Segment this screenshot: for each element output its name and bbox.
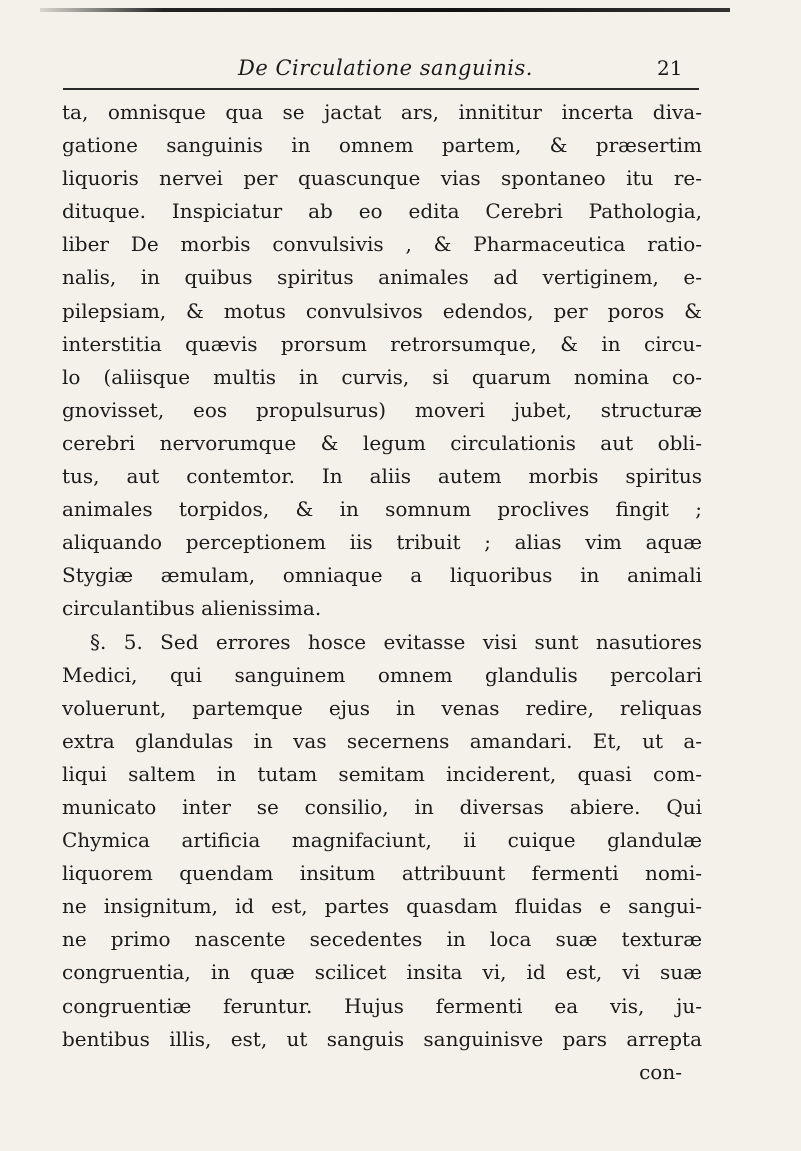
top-border: [40, 8, 730, 12]
text-line: aliquando perceptionem iis tribuit ; alias vim aquæ: [62, 530, 702, 555]
text-line: municato inter se consilio, in diversas abiere. Qui: [62, 794, 702, 819]
text-line: Chymica artificia magnifaciunt, ii cuique glandulæ: [62, 828, 702, 853]
text-line: extra glandulas in vas secernens amandari. Et, ut a-: [62, 728, 702, 753]
text-line: nalis, in quibus spiritus animales ad vertiginem, e-: [62, 265, 702, 290]
section-start-line: §. 5. Sed errores hosce evitasse visi sunt nasutiores: [90, 629, 702, 654]
text-line: Stygiæ æmulam, omniaque a liquoribus in animali: [62, 563, 702, 588]
text-line: dituque. Inspiciatur ab eo edita Cerebri Pathologia,: [62, 199, 702, 224]
text-line: pilepsiam, & motus convulsivos edendos, per poros &: [62, 298, 702, 323]
text-line: liquorem quendam insitum attribuunt fermenti nomi-: [62, 861, 702, 886]
running-title: De Circulatione sanguinis.: [238, 56, 533, 80]
header-rule: [63, 88, 699, 90]
text-line: liber De morbis convulsivis , & Pharmaceutica ratio-: [62, 232, 702, 257]
text-line: interstitia quævis prorsum retrorsumque, & in circu-: [62, 331, 702, 356]
text-line: gnovisset, eos propulsurus) moveri jubet, structuræ: [62, 397, 702, 422]
text-line: lo (aliisque multis in curvis, si quarum nomina co-: [62, 364, 702, 389]
text-line: liquoris nervei per quascunque vias spontaneo itu re-: [62, 166, 702, 191]
text-line: tus, aut contemtor. In aliis autem morbis spiritus: [62, 464, 702, 489]
text-line: ne primo nascente secedentes in loca suæ texturæ: [62, 927, 702, 952]
text-line: ne insignitum, id est, partes quasdam fluidas e sangui-: [62, 894, 702, 919]
text-line: circulantibus alienissima.: [62, 596, 322, 621]
text-line: cerebri nervorumque & legum circulationis aut obli-: [62, 430, 702, 455]
text-line: Medici, qui sanguinem omnem glandulis percolari: [62, 662, 702, 687]
text-line: gatione sanguinis in omnem partem, & præsertim: [62, 133, 702, 158]
text-line: animales torpidos, & in somnum proclives fingit ;: [62, 497, 702, 522]
text-line: voluerunt, partemque ejus in venas redire, reliquas: [62, 695, 702, 720]
page-number: 21: [657, 56, 683, 80]
catchword: con-: [639, 1059, 682, 1084]
text-line: ta, omnisque qua se jactat ars, innititur incerta diva-: [62, 100, 702, 124]
text-line: congruentiæ feruntur. Hujus fermenti ea vis, ju-: [62, 993, 702, 1018]
text-line: liqui saltem in tutam semitam inciderent, quasi com-: [62, 761, 702, 786]
text-line: congruentia, in quæ scilicet insita vi, id est, vi suæ: [62, 960, 702, 985]
text-line: bentibus illis, est, ut sanguis sanguinisve pars arrepta: [62, 1026, 702, 1051]
body-text: [62, 96, 702, 1089]
